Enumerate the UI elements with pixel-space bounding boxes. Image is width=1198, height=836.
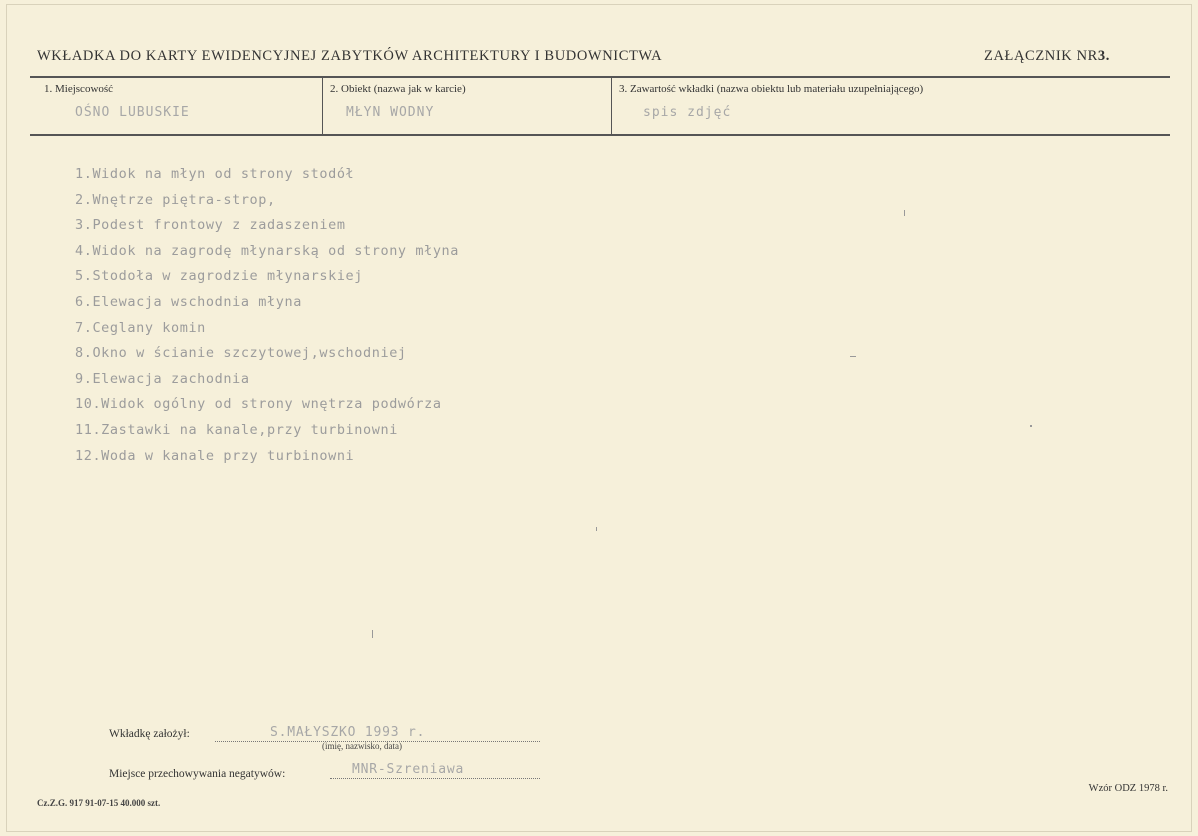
list-item: 11.Zastawki na kanale,przy turbinowni	[75, 421, 398, 438]
paper-speck	[372, 630, 373, 638]
list-item: 1.Widok na młyn od strony stodół	[75, 166, 355, 182]
field-divider	[611, 78, 612, 134]
header-bottom-rule	[30, 134, 1170, 136]
list-item: 10.Widok ogólny od strony wnętrza podwórza	[75, 396, 442, 413]
list-item: 12.Woda w kanale przy turbinowni	[75, 447, 355, 464]
attachment-label: ZAŁĄCZNIK NR	[983, 48, 1098, 64]
field-value-locality: OŚNO LUBUSKIE	[75, 105, 190, 120]
attachment-value: 3.	[1097, 48, 1110, 64]
list-item: 6.Elewacja wschodnia młyna	[75, 293, 302, 310]
negatives-dotted-line	[330, 778, 540, 779]
negatives-label: Miejsce przechowywania negatywów:	[109, 768, 286, 780]
list-item: 3.Podest frontowy z zadaszeniem	[75, 217, 346, 234]
founder-value: S.MAŁYSZKO 1993 r.	[270, 725, 426, 740]
list-item: 7.Ceglany komin	[75, 319, 206, 336]
form-title: WKŁADKA DO KARTY EWIDENCYJNEJ ZABYTKÓW ARCHITEKTURY I BUDOWNICTWA	[37, 48, 663, 64]
paper-speck	[850, 356, 856, 357]
field-divider	[322, 78, 323, 134]
list-item: 2.Wnętrze piętra-strop,	[75, 191, 276, 208]
founder-label: Wkładkę założył:	[109, 728, 190, 740]
header-top-rule	[30, 76, 1170, 78]
field-label-contents: 3. Zawartość wkładki (nazwa obiektu lub materiału uzupełniającego)	[619, 83, 924, 95]
form-model: Wzór ODZ 1978 r.	[1088, 783, 1168, 794]
field-label-object: 2. Obiekt (nazwa jak w karcie)	[330, 83, 466, 95]
list-item: 8.Okno w ścianie szczytowej,wschodniej	[75, 345, 407, 362]
founder-hint: (imię, nazwisko, data)	[322, 741, 402, 751]
list-item: 5.Stodoła w zagrodzie młynarskiej	[75, 268, 364, 285]
paper-speck	[1030, 425, 1032, 427]
field-value-object: MŁYN WODNY	[346, 105, 435, 120]
paper-speck	[596, 527, 597, 531]
field-value-contents: spis zdjęć	[643, 105, 732, 120]
attachment-number	[984, 48, 1110, 65]
photo-list	[75, 164, 459, 471]
print-info: Cz.Z.G. 917 91-07-15 40.000 szt.	[37, 798, 161, 808]
list-item: 9.Elewacja zachodnia	[75, 370, 250, 387]
paper-speck	[904, 210, 905, 216]
negatives-value: MNR-Szreniawa	[352, 762, 465, 777]
list-item: 4.Widok na zagrodę młynarską od strony młyna	[75, 242, 460, 259]
field-label-locality: 1. Miejscowość	[44, 83, 114, 95]
